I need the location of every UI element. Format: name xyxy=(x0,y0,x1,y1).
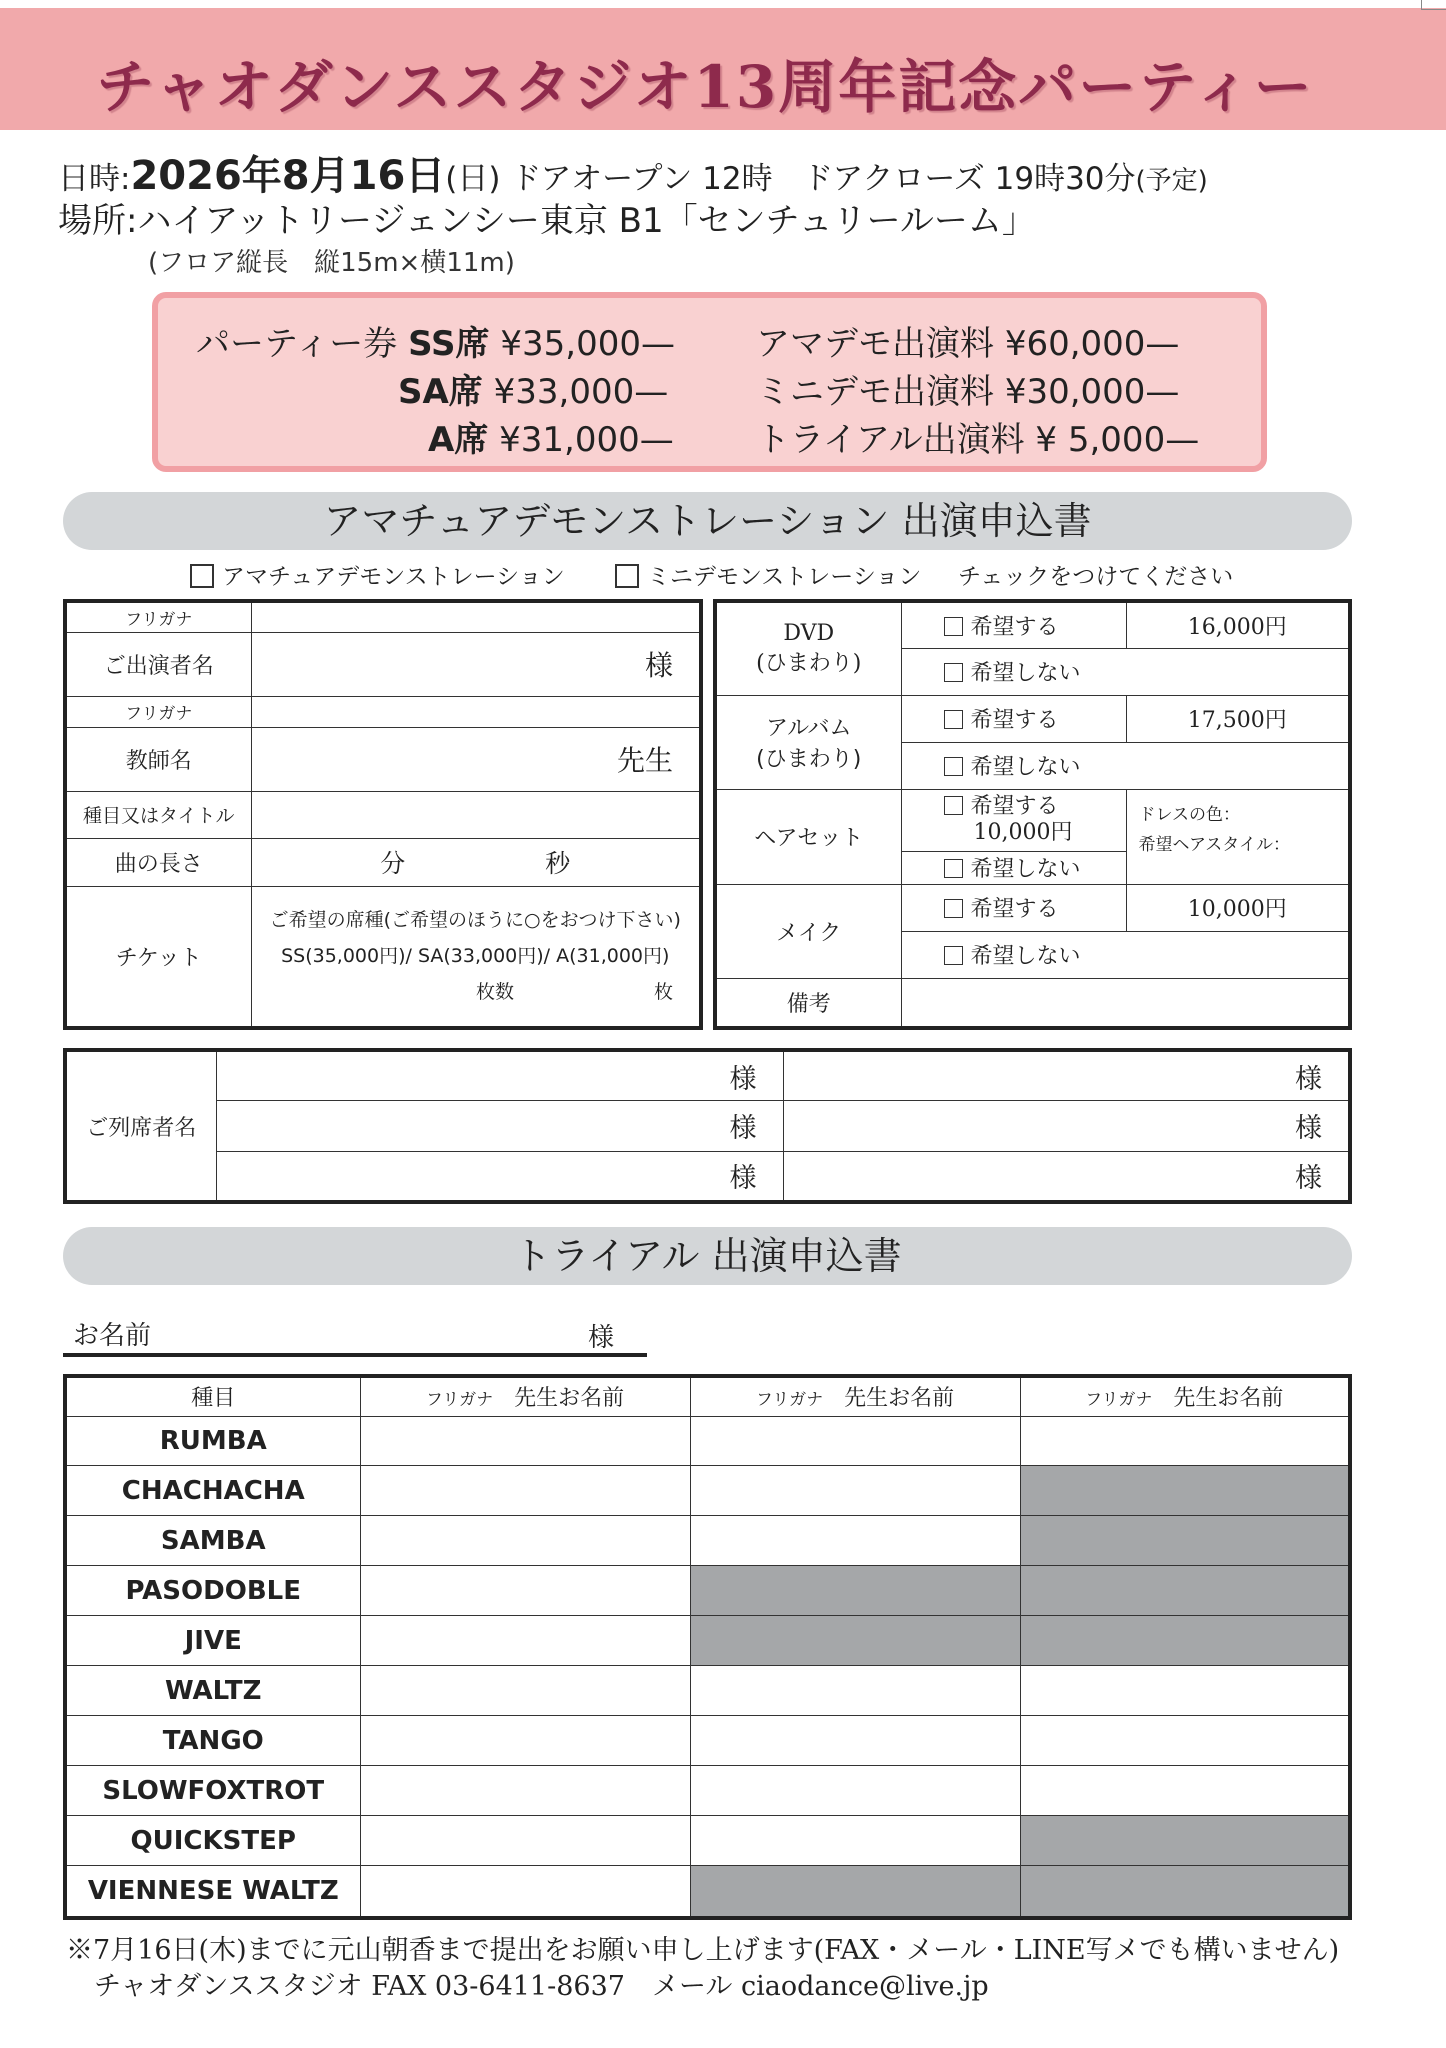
unavailable-cell xyxy=(690,1616,1020,1666)
checkbox-makeup-not-want[interactable] xyxy=(944,946,963,965)
minidem-price: ¥30,000— xyxy=(1004,372,1180,412)
teacher-cell[interactable] xyxy=(690,1816,1020,1866)
sa-price: ¥33,000— xyxy=(493,372,669,412)
dance-name: SLOWFOXTROT xyxy=(65,1766,360,1816)
col-teacher-name: 先生お名前 xyxy=(514,1386,625,1412)
options-table xyxy=(713,599,1352,1030)
hair-label: ヘアセット xyxy=(715,789,901,884)
not-want-label: 希望しない xyxy=(970,661,1081,686)
table-row xyxy=(65,1866,1350,1918)
unavailable-cell xyxy=(1020,1616,1350,1666)
checkbox-album-not-want[interactable] xyxy=(944,757,963,776)
category-field[interactable] xyxy=(251,791,701,838)
furigana-label: フリガナ xyxy=(65,601,251,632)
teacher-cell[interactable] xyxy=(360,1766,690,1816)
teacher-cell[interactable] xyxy=(690,1466,1020,1516)
trial-name-field[interactable] xyxy=(63,1309,647,1357)
price-sa xyxy=(398,364,669,412)
teacher-cell[interactable] xyxy=(360,1716,690,1766)
check-mini[interactable] xyxy=(615,558,921,591)
furigana-label: フリガナ xyxy=(65,696,251,727)
ticket-count xyxy=(262,974,690,1010)
makeup-label: メイク xyxy=(715,884,901,978)
not-want-label: 希望しない xyxy=(970,755,1081,780)
guests-label: ご列席者名 xyxy=(65,1050,216,1202)
teacher-cell[interactable] xyxy=(360,1866,690,1918)
checkbox-makeup-want[interactable] xyxy=(944,899,963,918)
album-sub: (ひまわり) xyxy=(756,747,862,772)
sa-label: SA席 xyxy=(398,372,483,412)
table-row xyxy=(65,1466,1350,1516)
event-place: 場所:ハイアットリージェンシー東京 B1「センチュリールーム」 xyxy=(58,201,1036,241)
col-teacher xyxy=(690,1376,1020,1416)
performer-honorific: 様 xyxy=(644,649,673,682)
not-want-label: 希望しない xyxy=(970,944,1081,969)
col-furigana: フリガナ xyxy=(425,1390,494,1411)
category-label: 種目又はタイトル xyxy=(65,791,251,838)
teacher-cell[interactable] xyxy=(690,1716,1020,1766)
price-a xyxy=(428,412,674,460)
ticket-options: SS(35,000円)/ SA(33,000円)/ A(31,000円) xyxy=(281,945,670,968)
guest-honorific: 様 xyxy=(1295,1063,1322,1095)
teacher-cell[interactable] xyxy=(360,1616,690,1666)
footer-contact: チャオダンススタジオ FAX 03-6411-8637 メール ciaodance@live.jp xyxy=(94,1971,989,2002)
col-furigana: フリガナ xyxy=(1085,1390,1153,1411)
unavailable-cell xyxy=(1020,1816,1350,1866)
amadem-price: ¥60,000— xyxy=(1004,324,1180,364)
ticket-field[interactable] xyxy=(251,886,701,1028)
checkbox-amateur[interactable] xyxy=(190,564,214,588)
hair-details-field[interactable] xyxy=(1126,789,1350,884)
unavailable-cell xyxy=(1020,1516,1350,1566)
performer-furigana-field[interactable] xyxy=(251,601,701,632)
guest-name-field[interactable] xyxy=(216,1050,783,1101)
unavailable-cell xyxy=(690,1566,1020,1616)
performer-table xyxy=(63,599,703,1030)
makeup-not-want-option[interactable] xyxy=(901,931,1350,978)
minutes-label: 分 xyxy=(380,849,406,878)
checkbox-dvd-want[interactable] xyxy=(944,617,963,636)
want-label: 希望する xyxy=(970,897,1059,922)
dance-name: CHACHACHA xyxy=(65,1466,360,1516)
dance-name: PASODOBLE xyxy=(65,1566,360,1616)
footer-note: ※7月16日(木)までに元山朝香まで提出をお願い申し上げます(FAX・メール・LINE写メでも構いません) xyxy=(66,1935,1340,1966)
door-open-time: ドアオープン 12時 xyxy=(510,161,773,197)
ticket-desc: ご希望の席種(ご希望のほうに○をおつけ下さい) xyxy=(269,909,681,932)
dvd-label xyxy=(715,601,901,695)
checkbox-dvd-not-want[interactable] xyxy=(944,663,963,682)
guest-honorific: 様 xyxy=(1295,1113,1322,1145)
hair-price: 10,000円 xyxy=(973,820,1073,845)
unavailable-cell xyxy=(1020,1466,1350,1516)
count-label: 枚数 xyxy=(475,981,514,1004)
teacher-cell[interactable] xyxy=(1020,1766,1350,1816)
guest-name-field[interactable] xyxy=(216,1101,783,1152)
sensei-honorific: 先生 xyxy=(616,744,673,777)
notes-label: 備考 xyxy=(715,978,901,1028)
door-close-time: ドアクローズ 19時30分 xyxy=(802,161,1136,197)
dvd-not-want-option[interactable] xyxy=(901,648,1350,695)
teacher-cell[interactable] xyxy=(360,1466,690,1516)
col-teacher-name: 先生お名前 xyxy=(1173,1386,1284,1412)
guest-honorific: 様 xyxy=(729,1163,757,1195)
dance-name: QUICKSTEP xyxy=(65,1816,360,1866)
table-row xyxy=(65,1766,1350,1816)
col-teacher xyxy=(360,1376,690,1416)
hairstyle-label: 希望ヘアスタイル： xyxy=(1138,834,1290,855)
table-row xyxy=(65,1566,1350,1616)
col-category: 種目 xyxy=(65,1376,360,1416)
table-row xyxy=(65,1666,1350,1716)
teacher-cell[interactable] xyxy=(690,1766,1020,1816)
guest-name-field[interactable] xyxy=(783,1050,1350,1101)
party-ticket-label: パーティー券 xyxy=(196,324,398,364)
checkbox-hair-want[interactable] xyxy=(944,796,963,815)
guest-name-field[interactable] xyxy=(783,1151,1350,1202)
makeup-want-option[interactable] xyxy=(901,884,1126,931)
song-length-label: 曲の長さ xyxy=(65,838,251,886)
guest-honorific: 様 xyxy=(729,1063,757,1095)
page-title: チャオダンススタジオ13周年記念パーティー xyxy=(96,53,1314,121)
album-want-option[interactable] xyxy=(901,695,1126,742)
album-title: アルバム xyxy=(765,716,852,741)
guest-table xyxy=(63,1048,1352,1204)
dance-name: VIENNESE WALTZ xyxy=(65,1866,360,1918)
trial-name-label: お名前 xyxy=(73,1321,152,1351)
demo-form-heading: アマチュアデモンストレーション 出演申込書 xyxy=(63,492,1352,550)
teacher-cell[interactable] xyxy=(360,1566,690,1616)
trial-label: トライアル出演料 xyxy=(756,420,1025,460)
trial-honorific: 様 xyxy=(588,1323,615,1353)
dvd-want-option[interactable] xyxy=(901,601,1126,648)
guest-name-field[interactable] xyxy=(216,1151,783,1202)
dvd-price: 16,000円 xyxy=(1126,601,1350,648)
teacher-cell[interactable] xyxy=(690,1666,1020,1716)
checkbox-album-want[interactable] xyxy=(944,710,963,729)
crop-mark xyxy=(1421,0,1446,10)
ss-label: SS席 xyxy=(408,324,490,364)
teacher-cell[interactable] xyxy=(360,1416,690,1466)
table-row xyxy=(65,1516,1350,1566)
checkbox-mini[interactable] xyxy=(615,564,639,588)
price-amadem xyxy=(756,316,1180,364)
check-note: チェックをつけてください xyxy=(958,564,1234,590)
price-trial xyxy=(756,412,1200,460)
amadem-label: アマデモ出演料 xyxy=(756,324,994,364)
teacher-name-label: 教師名 xyxy=(65,727,251,791)
event-date: 2026年8月16日 xyxy=(130,153,446,199)
trial-price: ¥ 5,000— xyxy=(1035,420,1200,460)
price-minidem xyxy=(756,364,1180,412)
col-furigana: フリガナ xyxy=(755,1390,824,1411)
a-label: A席 xyxy=(428,420,489,460)
trial-table xyxy=(63,1374,1352,1920)
dance-name: WALTZ xyxy=(65,1666,360,1716)
unavailable-cell xyxy=(1020,1866,1350,1918)
dress-color-label: ドレスの色： xyxy=(1138,804,1240,825)
guest-honorific: 様 xyxy=(729,1113,757,1145)
teacher-cell[interactable] xyxy=(360,1816,690,1866)
album-not-want-option[interactable] xyxy=(901,742,1350,789)
minidem-label: ミニデモ出演料 xyxy=(756,372,994,412)
hair-not-want-option[interactable] xyxy=(901,851,1126,884)
dance-name: SAMBA xyxy=(65,1516,360,1566)
want-label: 希望する xyxy=(970,794,1059,819)
planned-note: (予定) xyxy=(1135,166,1208,196)
teacher-cell[interactable] xyxy=(690,1416,1020,1466)
event-weekday: (日) xyxy=(445,161,501,197)
col-teacher-name: 先生お名前 xyxy=(844,1386,955,1412)
performer-name-field[interactable] xyxy=(251,632,701,696)
teacher-name-field[interactable] xyxy=(251,727,701,791)
ticket-label: チケット xyxy=(65,886,251,1028)
unavailable-cell xyxy=(1020,1566,1350,1616)
dance-name: RUMBA xyxy=(65,1416,360,1466)
teacher-cell[interactable] xyxy=(360,1516,690,1566)
notes-field[interactable] xyxy=(901,978,1350,1028)
price-ss xyxy=(196,316,675,364)
dvd-title: DVD xyxy=(783,620,835,646)
count-unit: 枚 xyxy=(653,981,673,1004)
teacher-cell[interactable] xyxy=(1020,1416,1350,1466)
guest-name-field[interactable] xyxy=(783,1101,1350,1152)
trial-form-heading: トライアル 出演申込書 xyxy=(63,1227,1352,1285)
date-label: 日時: xyxy=(58,161,131,197)
dance-name: JIVE xyxy=(65,1616,360,1666)
check-amateur[interactable] xyxy=(190,558,565,591)
dance-name: TANGO xyxy=(65,1716,360,1766)
price-box xyxy=(152,292,1267,472)
song-length-field[interactable] xyxy=(251,838,701,886)
floor-size: (フロア縦長 縦15m×横11m) xyxy=(148,248,515,278)
teacher-cell[interactable] xyxy=(690,1516,1020,1566)
table-row xyxy=(65,1616,1350,1666)
dvd-sub: (ひまわり) xyxy=(756,650,862,676)
seconds-label: 秒 xyxy=(545,849,571,878)
teacher-cell[interactable] xyxy=(1020,1716,1350,1766)
table-row xyxy=(65,1716,1350,1766)
album-label xyxy=(715,695,901,789)
col-teacher xyxy=(1020,1376,1350,1416)
teacher-furigana-field[interactable] xyxy=(251,696,701,727)
check-amateur-label: アマチュアデモンストレーション xyxy=(222,564,565,590)
checkbox-hair-not-want[interactable] xyxy=(944,859,963,878)
hair-want-option[interactable] xyxy=(901,789,1126,851)
teacher-cell[interactable] xyxy=(360,1666,690,1716)
album-price: 17,500円 xyxy=(1126,695,1350,742)
ss-price: ¥35,000— xyxy=(500,324,675,364)
table-row xyxy=(65,1416,1350,1466)
unavailable-cell xyxy=(690,1866,1020,1918)
a-price: ¥31,000— xyxy=(499,420,674,460)
check-mini-label: ミニデモンストレーション xyxy=(647,564,922,590)
not-want-label: 希望しない xyxy=(970,857,1081,882)
teacher-cell[interactable] xyxy=(1020,1666,1350,1716)
makeup-price: 10,000円 xyxy=(1126,884,1350,931)
performer-name-label: ご出演者名 xyxy=(65,632,251,696)
want-label: 希望する xyxy=(970,708,1059,733)
table-row xyxy=(65,1816,1350,1866)
guest-honorific: 様 xyxy=(1295,1163,1322,1195)
want-label: 希望する xyxy=(970,614,1059,640)
